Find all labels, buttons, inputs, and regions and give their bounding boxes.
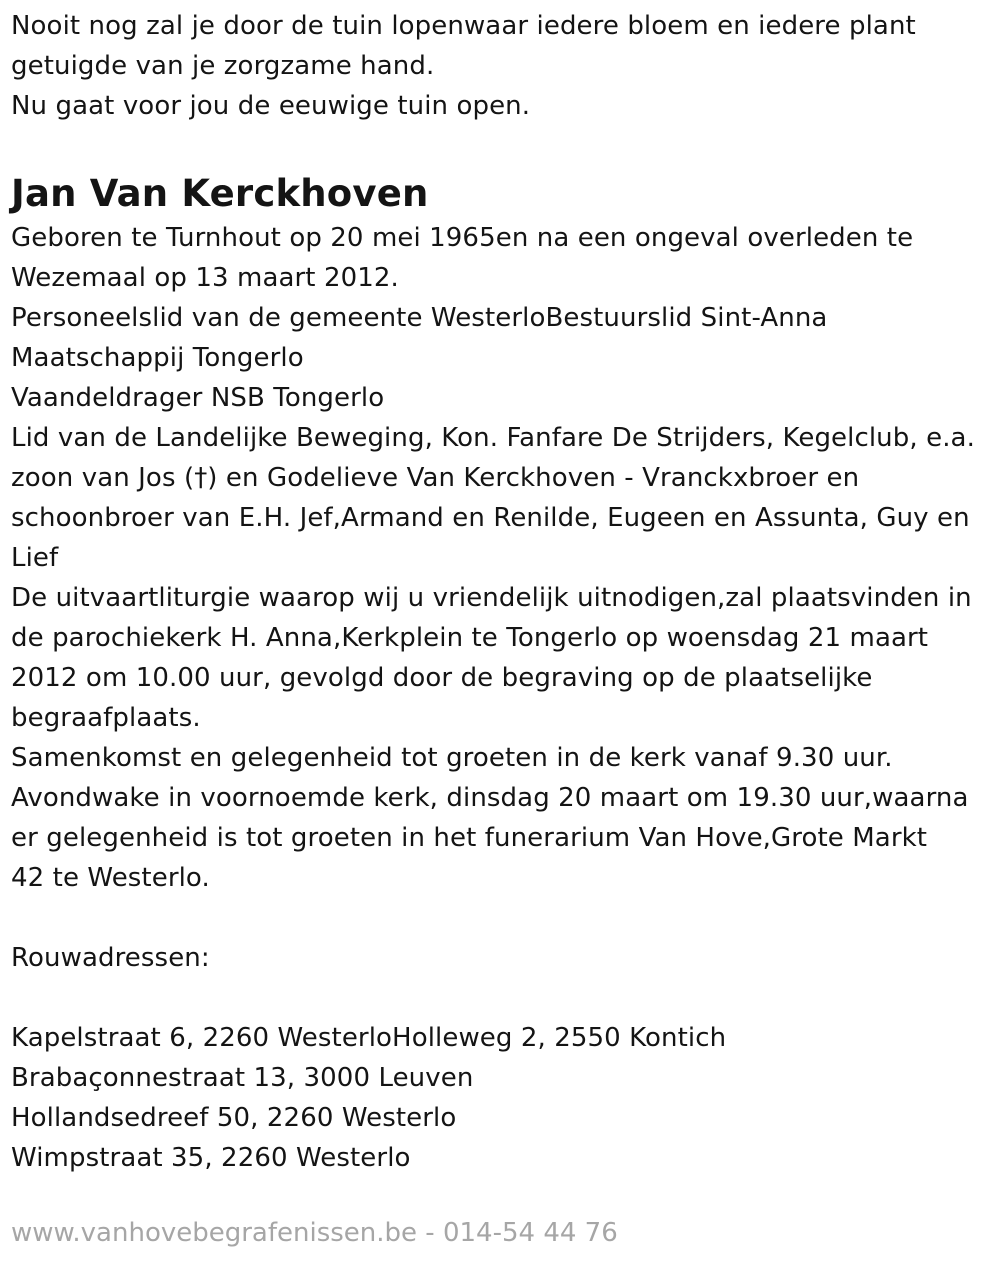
address-line: Kapelstraat 6, 2260 WesterloHolleweg 2, 2550 Kontich <box>11 1023 727 1053</box>
body-line: De uitvaartliturgie waarop wij u vriendelijk uitnodigen,zal plaatsvinden in <box>11 583 972 613</box>
intro-line-3: Nu gaat voor jou de eeuwige tuin open. <box>11 91 531 121</box>
body-line: Lid van de Landelijke Beweging, Kon. Fanfare De Strijders, Kegelclub, e.a. <box>11 423 975 453</box>
body-line: Samenkomst en gelegenheid tot groeten in de kerk vanaf 9.30 uur. <box>11 743 893 773</box>
spacer <box>11 898 991 938</box>
addresses-list <box>11 1018 991 1178</box>
body-line: zoon van Jos (†) en Godelieve Van Kerckhoven - Vranckxbroer en <box>11 463 860 493</box>
body-line: 2012 om 10.00 uur, gevolgd door de begraving op de plaatselijke <box>11 663 873 693</box>
obituary-body <box>11 218 991 898</box>
body-line: er gelegenheid is tot groeten in het funerarium Van Hove,Grote Markt <box>11 823 928 853</box>
obituary-document <box>11 6 991 1178</box>
deceased-name: Jan Van Kerckhoven <box>11 172 429 215</box>
address-line: Wimpstraat 35, 2260 Westerlo <box>11 1143 411 1173</box>
body-line: Vaandeldrager NSB Tongerlo <box>11 383 385 413</box>
body-line: begraafplaats. <box>11 703 201 733</box>
intro-line-2: getuigde van je zorgzame hand. <box>11 51 435 81</box>
body-line: Wezemaal op 13 maart 2012. <box>11 263 399 293</box>
address-line: Brabaçonnestraat 13, 3000 Leuven <box>11 1063 474 1093</box>
body-line: Avondwake in voornoemde kerk, dinsdag 20 maart om 19.30 uur,waarna <box>11 783 969 813</box>
body-line: Personeelslid van de gemeente WesterloBestuurslid Sint-Anna <box>11 303 828 333</box>
body-line: Lief <box>11 543 59 573</box>
footer-contact: www.vanhovebegrafenissen.be - 014-54 44 76 <box>11 1218 618 1248</box>
body-line: de parochiekerk H. Anna,Kerkplein te Tongerlo op woensdag 21 maart <box>11 623 929 653</box>
intro-poem <box>11 6 991 126</box>
body-line: Maatschappij Tongerlo <box>11 343 304 373</box>
body-line: schoonbroer van E.H. Jef,Armand en Renilde, Eugeen en Assunta, Guy en <box>11 503 970 533</box>
addresses-heading: Rouwadressen: <box>11 943 210 973</box>
intro-line-1: Nooit nog zal je door de tuin lopenwaar iedere bloem en iedere plant <box>11 11 916 41</box>
address-line: Hollandsedreef 50, 2260 Westerlo <box>11 1103 457 1133</box>
body-line: Geboren te Turnhout op 20 mei 1965en na een ongeval overleden te <box>11 223 914 253</box>
body-line: 42 te Westerlo. <box>11 863 210 893</box>
spacer <box>11 978 991 1018</box>
